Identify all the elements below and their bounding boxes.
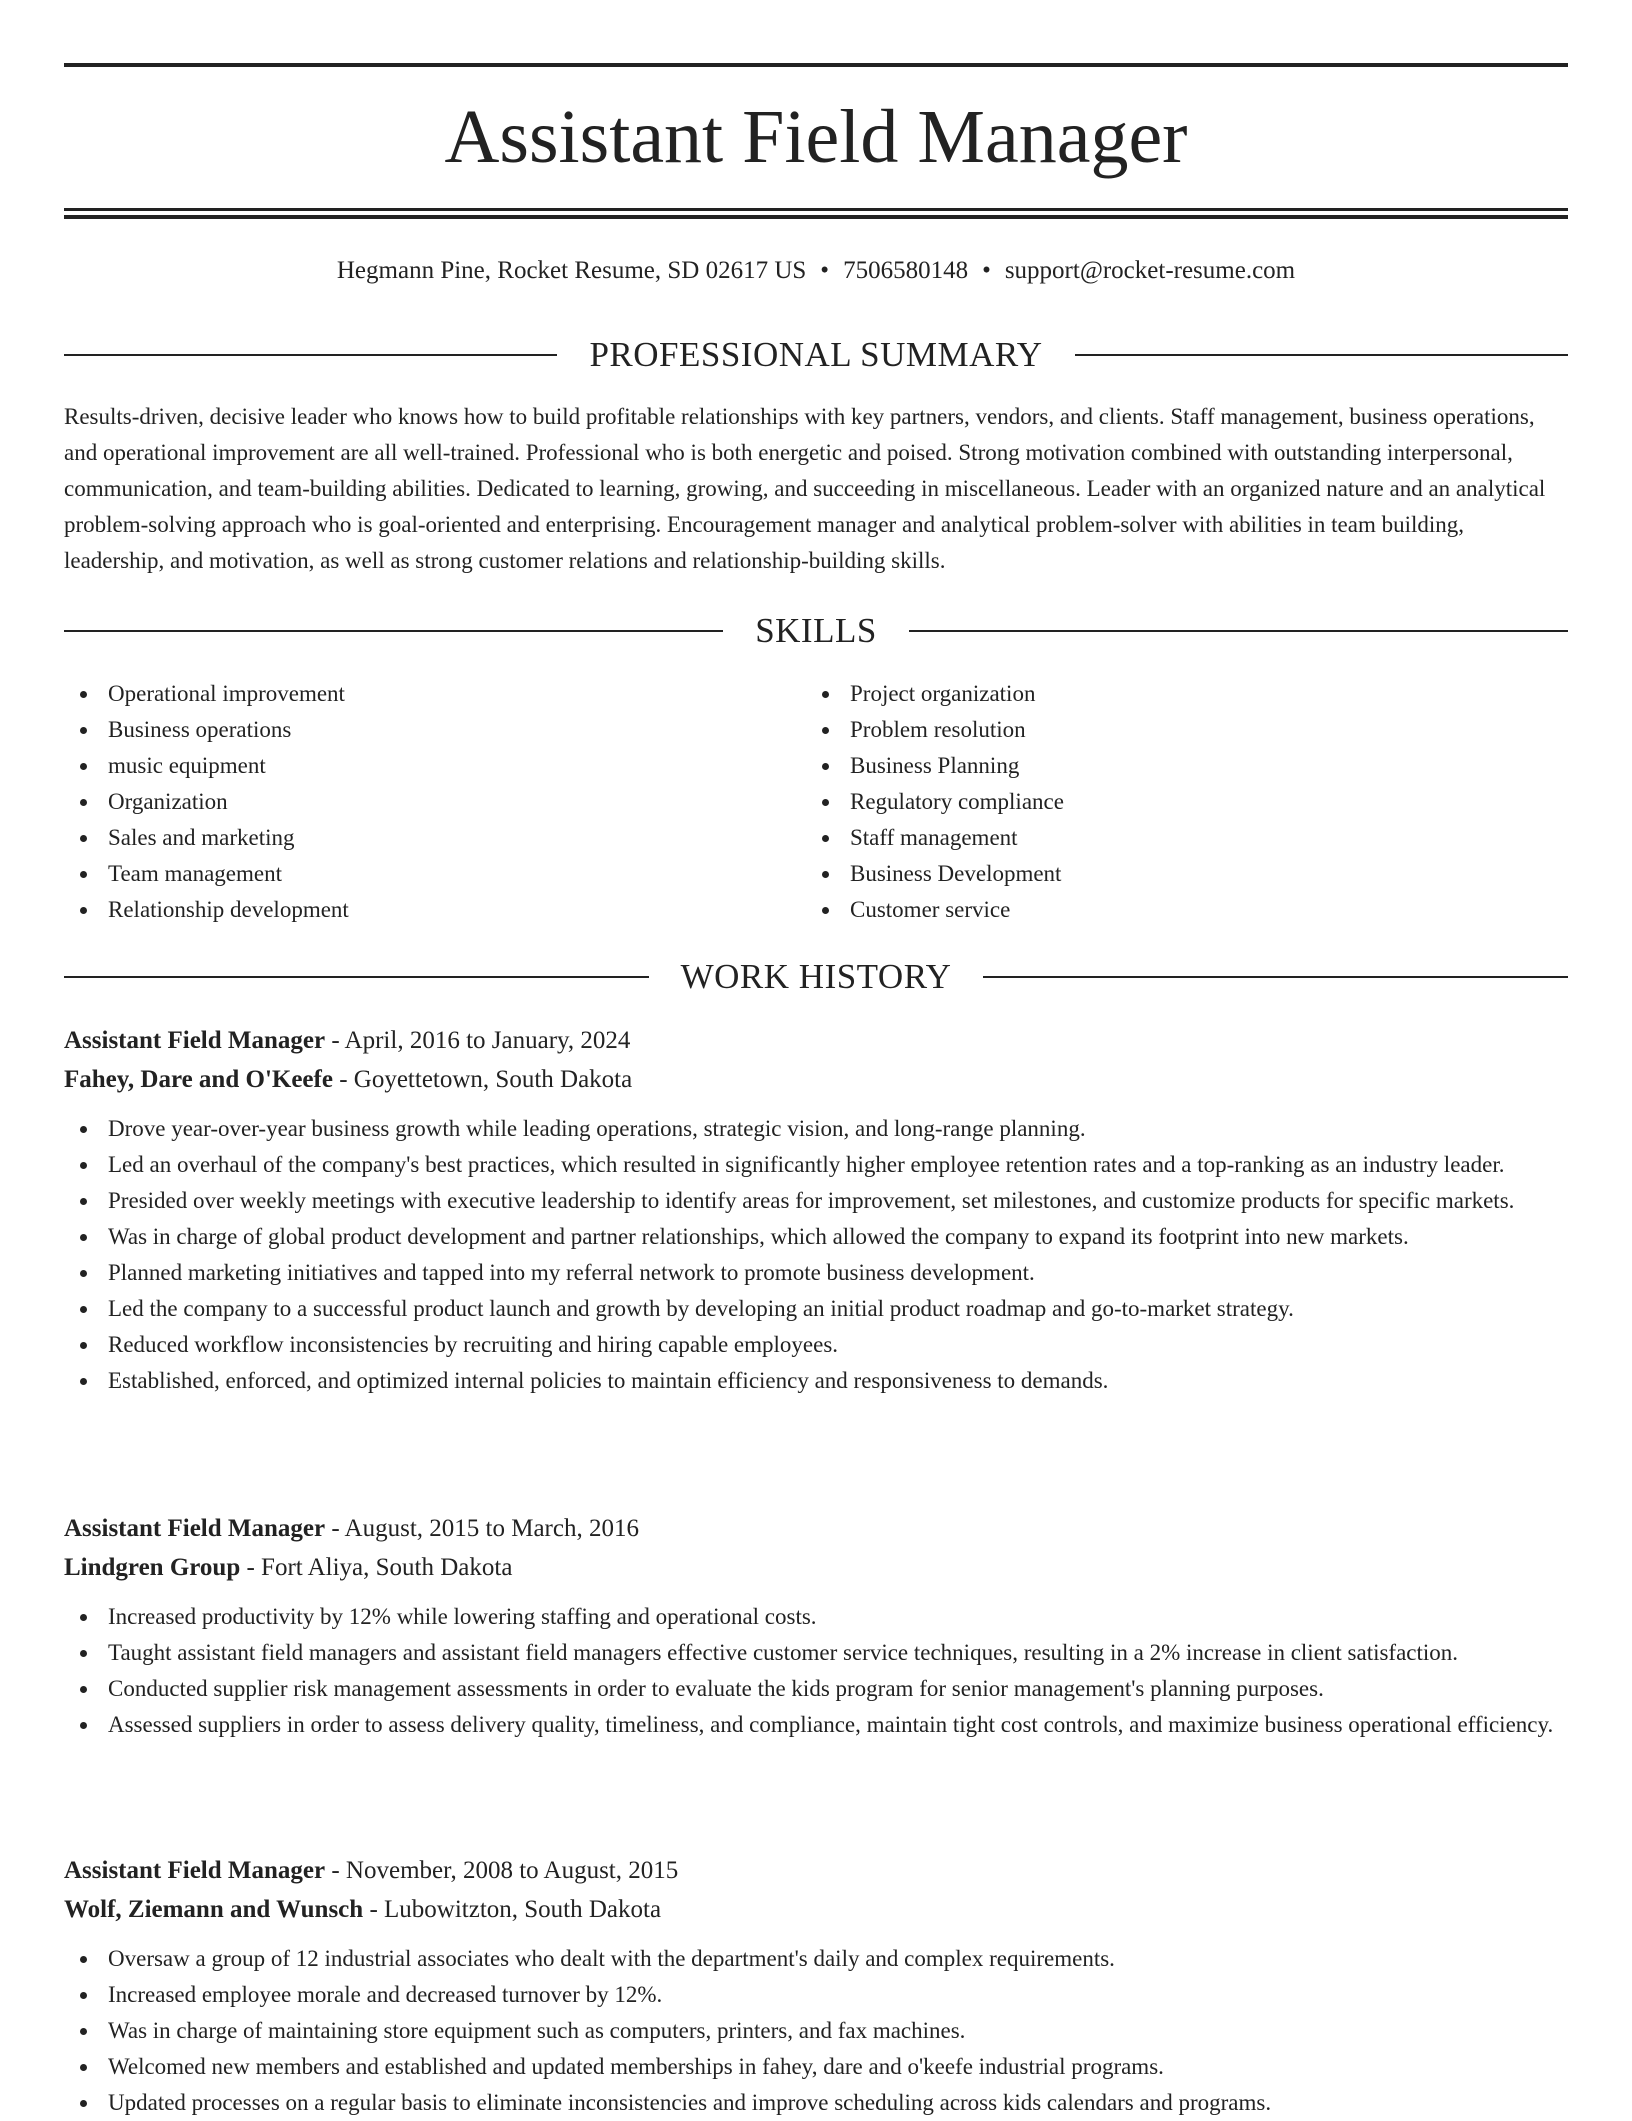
job-entry <box>64 1021 1568 1399</box>
summary-text: Results-driven, decisive leader who knows how to build profitable relationships with key partners, vendors, and clients. Staff management, business operations, and operational improvement are all well-trained. Professional who is both energetic and poised. Strong motivation combined with outstanding interpersonal, communication, and team-building abilities. Dedicated to learning, growing, and succeeding in miscellaneous. Leader with an organized nature and an analytical problem-solving approach who is goal-oriented and enterprising. Encouragement manager and analytical problem-solver with abilities in team building, leadership, and motivation, as well as strong customer relations and relationship-building skills. <box>64 404 1546 573</box>
section-title: WORK HISTORY <box>680 957 952 996</box>
contact-separator: • <box>820 257 830 284</box>
job-bullet: Established, enforced, and optimized internal policies to maintain efficiency and responsiveness to demands. <box>64 1363 1568 1399</box>
skill-item: Team management <box>64 856 764 892</box>
section-header-work <box>64 955 1568 999</box>
job-bullets <box>64 1941 1568 2121</box>
job-bullet: Increased employee morale and decreased turnover by 12%. <box>64 1977 1568 2013</box>
contact-separator: • <box>982 257 991 284</box>
job-entry <box>64 1509 1568 1743</box>
job-title-line <box>64 1851 1568 1890</box>
section-header-skills <box>64 609 1568 653</box>
job-bullets <box>64 1599 1568 1743</box>
job-bullet: Reduced workflow inconsistencies by recruiting and hiring capable employees. <box>64 1327 1568 1363</box>
job-company-line <box>64 1548 1568 1587</box>
job-bullet: Conducted supplier risk management assessments in order to evaluate the kids program for senior management's planning purposes. <box>64 1671 1568 1707</box>
job-company-line <box>64 1060 1568 1099</box>
skill-item: Relationship development <box>64 892 764 928</box>
skill-item: music equipment <box>64 748 764 784</box>
job-bullet: Increased productivity by 12% while lowering staffing and operational costs. <box>64 1599 1568 1635</box>
skill-item: Sales and marketing <box>64 820 764 856</box>
section-rule <box>983 976 1568 978</box>
job-bullet: Presided over weekly meetings with executive leadership to identify areas for improvement, set milestones, and customize products for specific markets. <box>64 1183 1568 1219</box>
contact-address: Hegmann Pine, Rocket Resume, SD 02617 US <box>336 257 807 284</box>
job-title: Assistant Field Manager <box>64 1857 326 1884</box>
job-bullet: Led the company to a successful product launch and growth by developing an initial product roadmap and go-to-market strategy. <box>64 1291 1568 1327</box>
job-title-line <box>64 1509 1568 1548</box>
job-location: - Lubowitzton, South Dakota <box>363 1896 662 1923</box>
job-bullet: Was in charge of maintaining store equipment such as computers, printers, and fax machines. <box>64 2013 1568 2049</box>
job-dates: - August, 2015 to March, 2016 <box>325 1515 639 1542</box>
job-bullet: Updated processes on a regular basis to eliminate inconsistencies and improve scheduling across kids calendars and programs. <box>64 2085 1568 2121</box>
skill-item: Business Planning <box>806 748 1506 784</box>
section-rule <box>64 354 557 356</box>
contact-email: support@rocket-resume.com <box>1004 257 1296 284</box>
job-location: - Fort Aliya, South Dakota <box>240 1554 513 1581</box>
top-rule <box>64 63 1568 67</box>
section-title: SKILLS <box>755 611 877 650</box>
section-header-summary <box>64 333 1568 377</box>
section-rule <box>64 976 649 978</box>
skill-item: Business Development <box>806 856 1506 892</box>
job-bullet: Drove year-over-year business growth while leading operations, strategic vision, and long-range planning. <box>64 1111 1568 1147</box>
skill-item: Customer service <box>806 892 1506 928</box>
job-bullet: Led an overhaul of the company's best practices, which resulted in significantly higher employee retention rates and a top-ranking as an industry leader. <box>64 1147 1568 1183</box>
section-title: PROFESSIONAL SUMMARY <box>589 335 1043 374</box>
job-dates: - November, 2008 to August, 2015 <box>325 1857 679 1884</box>
job-bullet: Was in charge of global product development and partner relationships, which allowed the company to expand its footprint into new markets. <box>64 1219 1568 1255</box>
section-rule <box>1075 354 1568 356</box>
job-location: - Goyettetown, South Dakota <box>332 1066 633 1093</box>
job-company-line <box>64 1890 1568 1929</box>
job-company: Lindgren Group <box>64 1554 241 1581</box>
job-bullet: Oversaw a group of 12 industrial associates who dealt with the department's daily and complex requirements. <box>64 1941 1568 1977</box>
job-company: Wolf, Ziemann and Wunsch <box>64 1896 364 1923</box>
job-entry <box>64 1851 1568 2121</box>
section-rule <box>64 630 723 632</box>
skills-list-left <box>64 676 764 928</box>
job-title: Assistant Field Manager <box>64 1027 326 1054</box>
job-title: Assistant Field Manager <box>64 1515 326 1542</box>
skill-item: Organization <box>64 784 764 820</box>
job-bullets <box>64 1111 1568 1399</box>
skill-item: Staff management <box>806 820 1506 856</box>
skill-item: Regulatory compliance <box>806 784 1506 820</box>
job-bullet: Taught assistant field managers and assistant field managers effective customer service techniques, resulting in a 2% increase in client satisfaction. <box>64 1635 1568 1671</box>
contact-line <box>64 254 1568 288</box>
skill-item: Business operations <box>64 712 764 748</box>
skill-item: Problem resolution <box>806 712 1506 748</box>
resume-title: Assistant Field Manager <box>444 95 1188 179</box>
skill-item: Project organization <box>806 676 1506 712</box>
job-title-line <box>64 1021 1568 1060</box>
skill-item: Operational improvement <box>64 676 764 712</box>
job-bullet: Planned marketing initiatives and tapped into my referral network to promote business development. <box>64 1255 1568 1291</box>
job-dates: - April, 2016 to January, 2024 <box>325 1027 631 1054</box>
job-bullet: Welcomed new members and established and updated memberships in fahey, dare and o'keefe industrial programs. <box>64 2049 1568 2085</box>
title-double-rule <box>64 208 1568 219</box>
job-bullet: Assessed suppliers in order to assess delivery quality, timeliness, and compliance, maintain tight cost controls, and maximize business operational efficiency. <box>64 1707 1568 1743</box>
contact-phone: 7506580148 <box>843 257 969 284</box>
section-rule <box>909 630 1568 632</box>
skills-list-right <box>806 676 1506 928</box>
job-company: Fahey, Dare and O'Keefe <box>64 1066 333 1093</box>
